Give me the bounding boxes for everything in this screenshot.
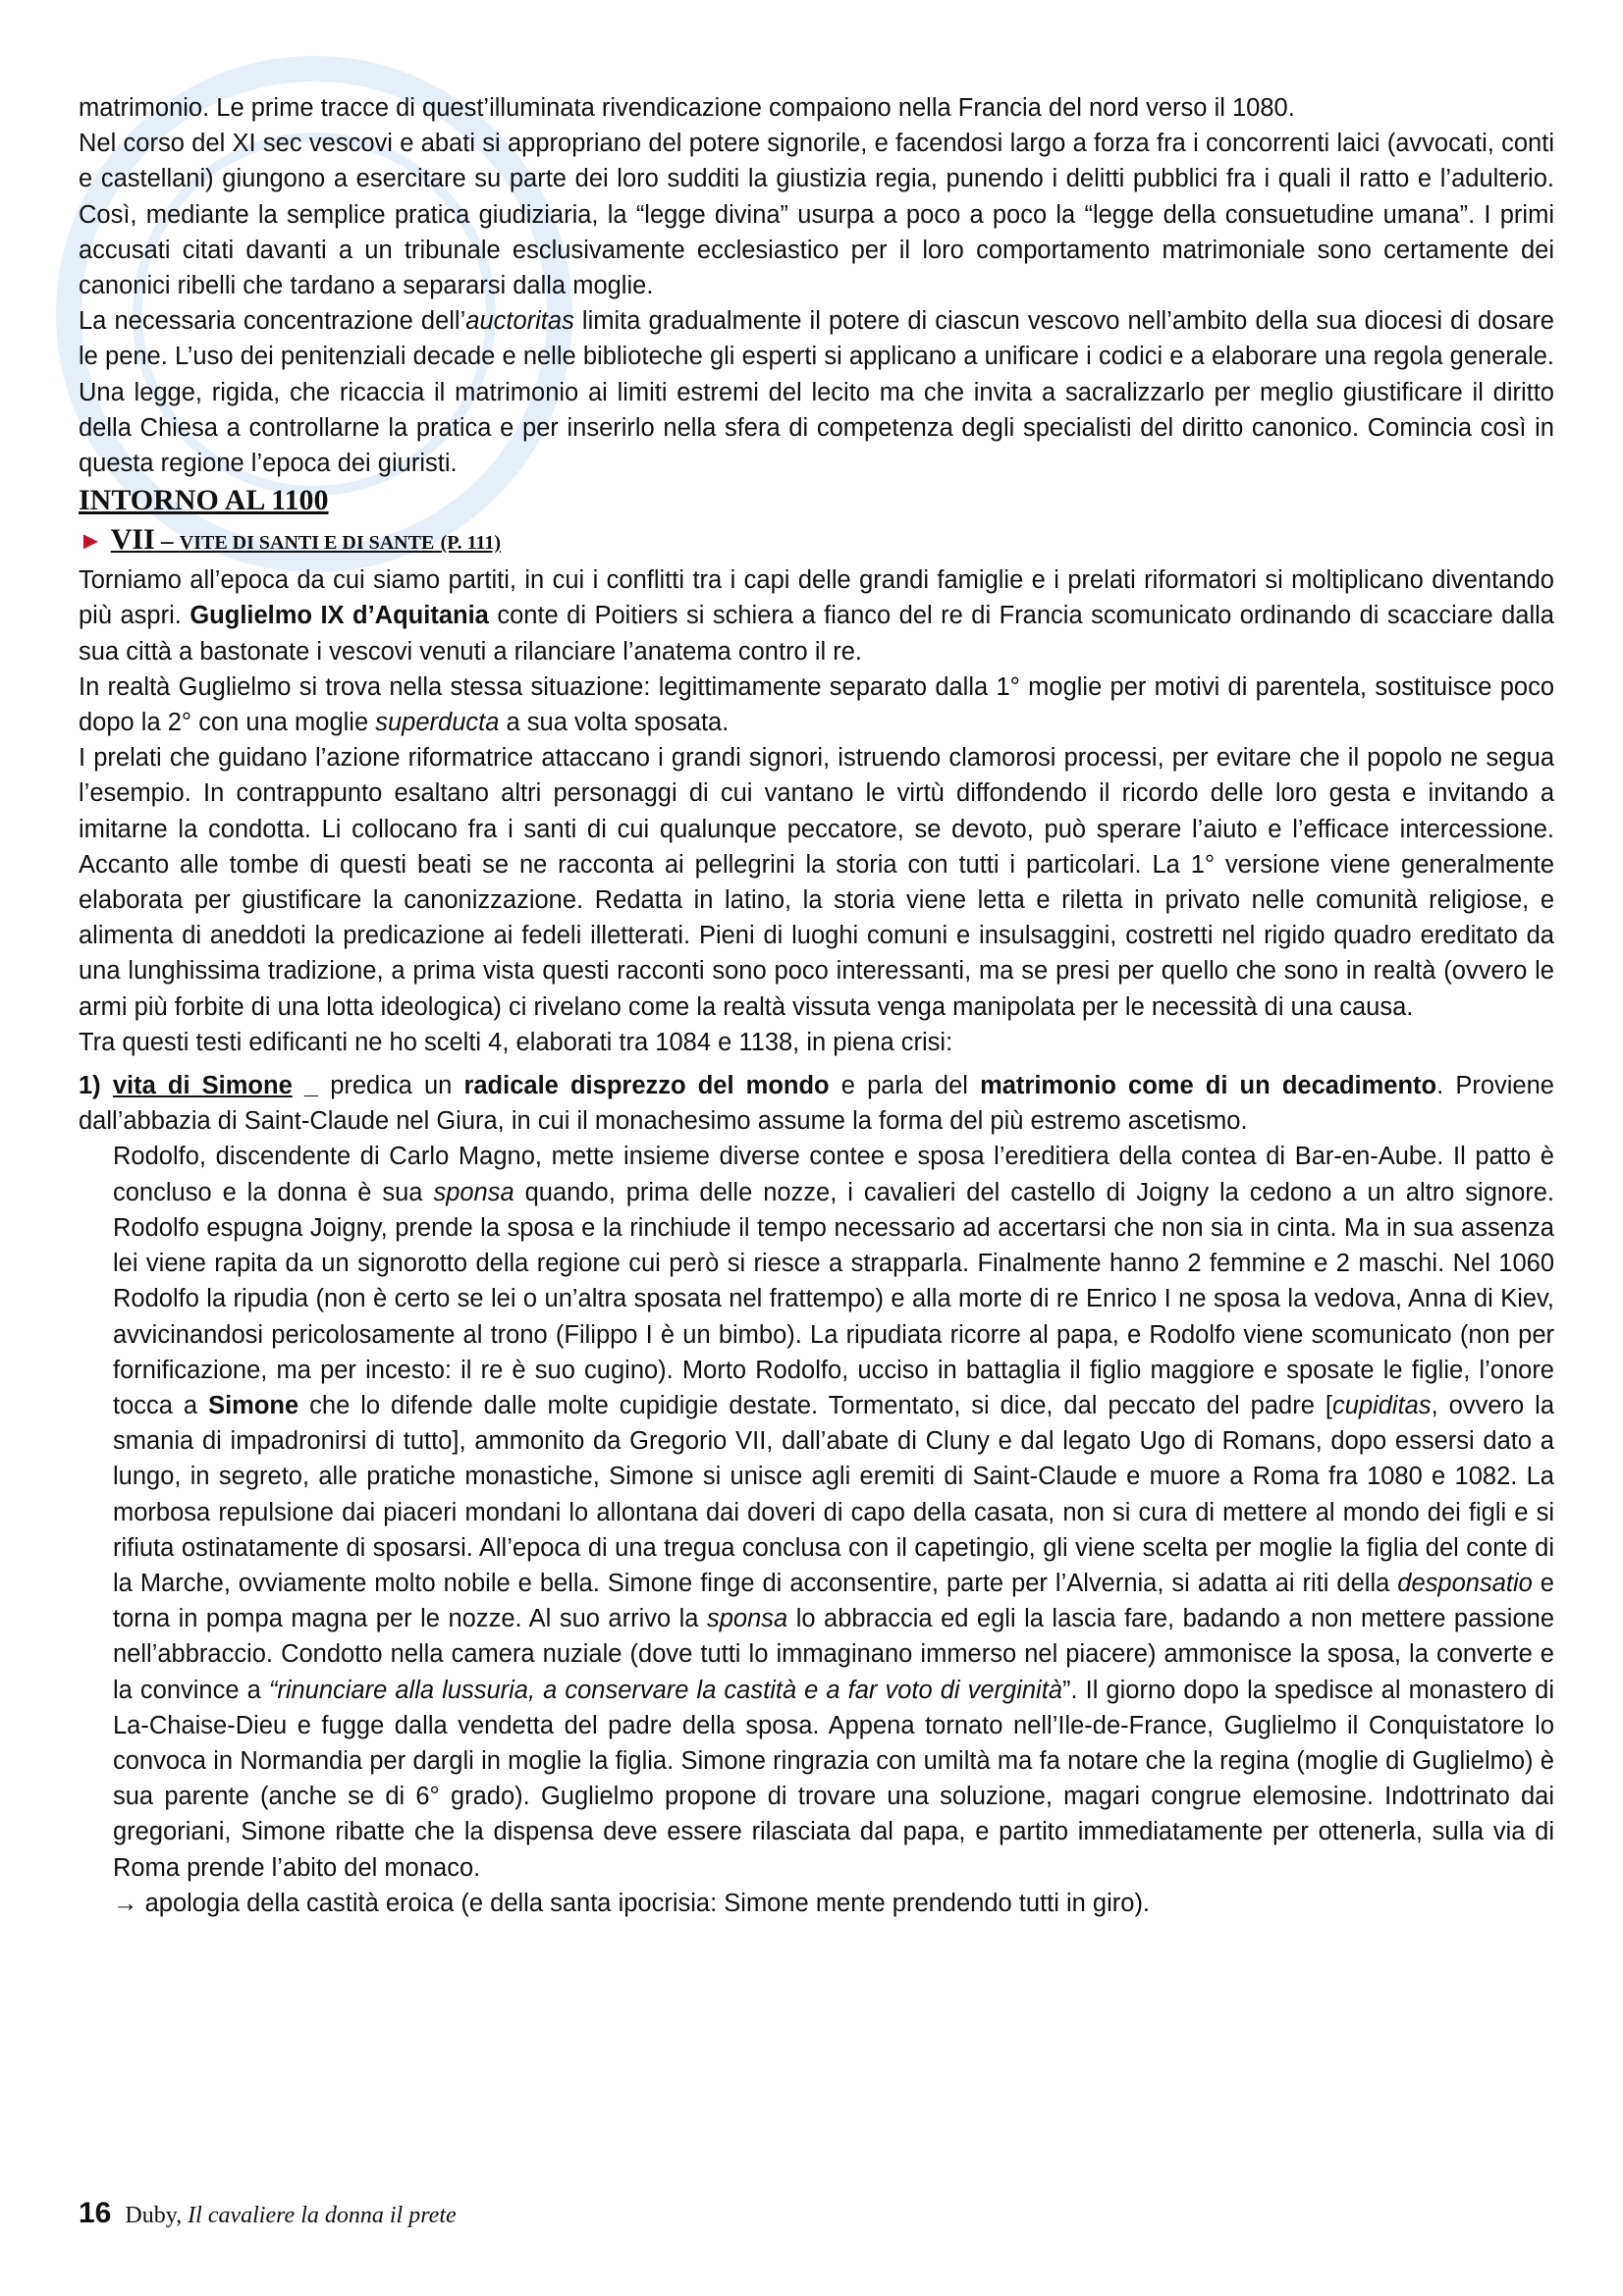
- list-number: 1): [79, 1072, 101, 1100]
- chapter-number: VII: [110, 523, 155, 557]
- paragraph: Torniamo all’epoca da cui siamo partiti, in cui i conflitti tra i capi delle grandi famiglie e i prelati riformatori si moltiplicano diventando più aspri. Guglielmo IX d’Aquitania conte di Poitiers si schiera a fianco del re di Francia scomunicato ordinando di scacciare dalla sua città a bastonate i vescovi venuti a rilanciare l’anatema contro il re.: [79, 566, 1554, 666]
- footer-author: Duby,: [125, 2203, 183, 2228]
- paragraph: La necessaria concentrazione dell’auctoritas limita gradualmente il potere di ciascun vescovo nell’ambito della sua diocesi di dosare le pene. L’uso dei penitenziali decade e nelle biblioteche gli esperti si applicano a unificare i codici e a elaborare una regola generale. Una legge, rigida, che ricaccia il matrimonio ai limiti estremi del lecito ma che invita a sacralizzarlo per meglio giustificare il diritto della Chiesa a controllarne la pratica e per inserirlo nella sfera di competenza degli specialisti del diritto canonico. Comincia così in questa regione l’epoca dei giuristi.: [79, 307, 1554, 478]
- paragraph: matrimonio. Le prime tracce di quest’illuminata rivendicazione compaiono nella Francia del nord verso il 1080.: [79, 94, 1295, 122]
- paragraph: I prelati che guidano l’azione riformatrice attaccano i grandi signori, istruendo clamorosi processi, per evitare che il popolo ne segua l’esempio. In contrappunto esaltano altri personaggi di cui vantano le virtù diffondendo il ricordo delle loro gesta e invitando a imitarne la condotta. Li collocano fra i santi di cui qualunque peccatore, se devoto, può sperare l’aiuto e l’efficace intercessione. Accanto alle tombe di questi beati se ne racconta ai pellegrini la storia con tutti i particolari. La 1° versione viene generalmente elaborata per giustificare la canonizzazione. Redatta in latino, la storia viene letta e riletta in privato nelle comunità religiose, e alimenta di aneddoti la predicazione ai fedeli illetterati. Pieni di luoghi comuni e insulsaggini, costretti nel rigido quadro ereditato da una lunghissima tradizione, a prima vista questi racconti sono poco interessanti, ma se presi per quello che sono in realtà (ovvero le armi più forbite di una lotta ideologica) ci rivelano come la realtà vissuta venga manipolata per le necessità di una causa.: [79, 744, 1554, 1021]
- chapter-heading: [79, 520, 1554, 562]
- latin-term: superducta: [375, 709, 500, 737]
- list-item-body: [79, 1139, 1554, 1920]
- person-name: Simone: [208, 1391, 299, 1419]
- chapter-page-ref: (P. 111): [440, 532, 502, 555]
- quotation: “rinunciare alla lussuria, a conservare la castità e a far voto di verginità: [268, 1676, 1062, 1704]
- triangle-marker-icon: ►: [79, 528, 103, 556]
- conclusion: → apologia della castità eroica (e della santa ipocrisia: Simone mente prendendo tutti in giro).: [113, 1889, 1151, 1917]
- right-arrow-icon: →: [113, 1889, 138, 1917]
- footer-book-title: Il cavaliere la donna il prete: [188, 2203, 457, 2228]
- person-name: Guglielmo IX d’Aquitania: [189, 602, 489, 630]
- paragraph: Rodolfo, discendente di Carlo Magno, mette insieme diverse contee e sposa l’ereditiera della contea di Bar-en-Aube. Il patto è concluso e la donna è sua sponsa quando, prima delle nozze, i cavalieri del castello di Joigny la cedono a un altro signore. Rodolfo espugna Joigny, prende la sposa e la rinchiude il tempo necessario ad accertarsi che non sia in cinta. Ma in sua assenza lei viene rapita da un signorotto della regione cui però si riesce a strapparla. Finalmente hanno 2 femmine e 2 maschi. Nel 1060 Rodolfo la ripudia (non è certo se lei o un’altra sposata nel frattempo) e alla morte di re Enrico I ne sposa la vedova, Anna di Kiev, avvicinandosi pericolosamente al trono (Filippo I è un bimbo). La ripudiata ricorre al papa, e Rodolfo viene scomunicato (non per fornificazione, ma per incesto: il re è suo cugino). Morto Rodolfo, ucciso in battaglia il figlio maggiore e sposate le figlie, l’onore tocca a Simone che lo difende dalle molte cupidigie destate. Tormentato, si dice, dal peccato del padre [cupiditas, ovvero la smania di impadronirsi di tutto], ammonito da Gregorio VII, dall’abate di Cluny e dal legato Ugo di Romans, dopo essersi dato a lungo, in segreto, alle pratiche monastiche, Simone si unisce agli eremiti di Saint-Claude e muore a Roma fra 1080 e 1082. La morbosa repulsione dai piaceri mondani lo allontana dai doveri di capo della casata, non si cura di mettere al mondo dei figli e si rifiuta ostinatamente di sposarsi. All’epoca di una tregua conclusa con il capetingio, gli viene scelta per moglie la figlia del conte di la Marche, ovviamente molto nobile e bella. Simone finge di acconsentire, parte per l’Alvernia, si adatta ai riti della desponsatio e torna in pompa magna per le nozze. Al suo arrivo la sponsa lo abbraccia ed egli la lascia fare, badando a non mettere passione nell’abbraccio. Condotto nella camera nuziale (dove tutti lo immaginano immerso nel piacere) ammonisce la sposa, la converte e la convince a “rinunciare alla lussuria, a conservare la castità e a far voto di verginità”. Il giorno dopo la spedisce al monastero di La-Chaise-Dieu e fugge dalla vendetta del padre della sposa. Appena tornato nell’Ile-de-France, Guglielmo il Conquistatore lo convoca in Normandia per dargli in moglie la figlia. Simone ringrazia con umiltà ma fa notare che la regina (moglie di Guglielmo) è sua parente (anche se di 6° grado). Guglielmo propone di trovare una soluzione, magari congrue elemosine. Indottrinato dai gregoriani, Simone ribatte che la dispensa deve essere rilasciata dal papa, e partito immediatamente per ottenerla, sulla via di Roma prende l’abito del monaco.: [113, 1143, 1555, 1882]
- paragraph: Tra questi testi edificanti ne ho scelti 4, elaborati tra 1084 e 1138, in piena crisi:: [79, 1028, 953, 1056]
- chapter-dash: –: [161, 528, 174, 556]
- list-title: vita di Simone: [112, 1072, 293, 1100]
- chapter-title: VITE DI SANTI E DI SANTE: [179, 532, 435, 555]
- list-item: 1) vita di Simone _ predica un radicale disprezzo del mondo e parla del matrimonio come di un decadimento. Proviene dall’abbazia di Saint-Claude nel Giura, in cui il monachesimo assume la forma del più estremo ascetismo.: [79, 1072, 1554, 1136]
- page-footer: [79, 2197, 457, 2230]
- list-separator: _: [303, 1072, 319, 1100]
- section-heading: INTORNO AL 1100: [79, 484, 329, 517]
- page-content: [79, 90, 1554, 1921]
- paragraph: Nel corso del XI sec vescovi e abati si appropriano del potere signorile, e facendosi largo a forza fra i concorrenti laici (avvocati, conti e castellani) giungono a esercitare su parte dei loro sudditi la giustizia regia, punendo i delitti pubblici fra i quali il ratto e l’adulterio. Così, mediante la semplice pratica giudiziaria, la “legge divina” usurpa a poco a poco la “legge della consuetudine umana”. I primi accusati citati davanti a un tribunale esclusivamente ecclesiastico per il loro comportamento matrimoniale sono certamente dei canonici ribelli che tardano a separarsi dalla moglie.: [79, 130, 1554, 300]
- paragraph: In realtà Guglielmo si trova nella stessa situazione: legittimamente separato dalla 1° moglie per motivi di parentela, sostituisce poco dopo la 2° con una moglie superducta a sua volta sposata.: [79, 672, 1554, 737]
- page-number: 16: [79, 2197, 112, 2229]
